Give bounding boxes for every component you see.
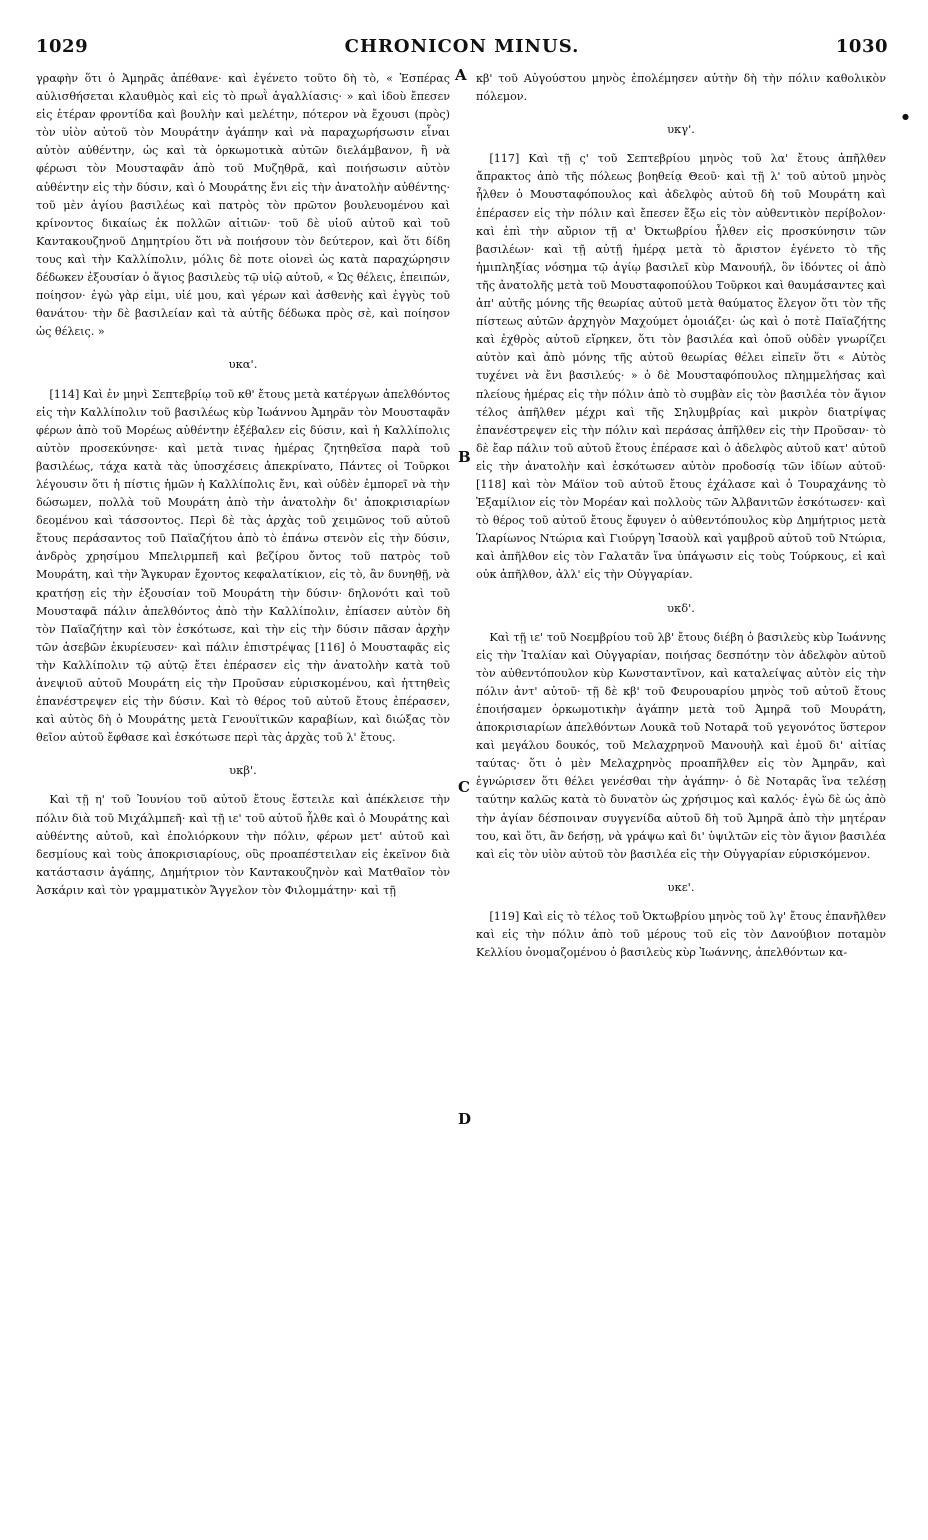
margin-letter-c: C (458, 778, 470, 796)
margin-letter-d: D (458, 1110, 472, 1128)
paragraph: [117] Καὶ τῇ ς' τοῦ Σεπτεβρίου μηνὸς τοῦ λα' ἔτους ἀπῆλθεν ἄπρακτος ἀπὸ τῆς πόλεως βοηθείᾳ Θεοῦ· καὶ τῇ λ' τοῦ αὐτοῦ μηνὸς ἦλθεν ὁ Μουσταφόπουλος καὶ ἀδελφὸς αὐτοῦ δὴ τοῦ Μουράτη καὶ ἐπέρασεν εἰς τὴν πόλιν καὶ ἔπεσεν ἔξω εἰς τὸν αὐθεντικὸν περίβολον· καὶ ἐπὶ τὴν αὔριον τῇ α' Ὀκτωβρίου ἦλθεν εἰς προσκύνησιν τῶν βασιλέων· καὶ τῇ αὐτῇ ἡμέρᾳ μετὰ τὸ ἄριστον ἐγένετο τὸ τῆς ἡμιπληξίας νόσημα τῷ ἁγίῳ βασιλεῖ κὺρ Μανουήλ, ὃν ἰδόντες οἱ ἀπὸ τῆς ἀνατολῆς μετὰ τοῦ Μουσταφοπούλου Τοῦρκοι καὶ θαυμάσαντες καὶ ἀπ' αὐτῆς μόνης τῆς θεωρίας αὐτοῦ μετὰ θαύματος ἔλεγον ὅτι τὸν τῆς πίστεως αὐτῶν ἀρχηγὸν Μαχούμετ ὁμοιάζει· ὡς καὶ ὁ ποτὲ Παϊαζήτης καὶ ἐχθρὸς αὐτοῦ εἴρηκεν, ὅτι τὸν βασιλέα καὶ ὁποῦ οὐδὲν γνωρίζει αὐτὸν καὶ ἀπὸ μόνης τῆς αὐτοῦ θεωρίας θέλει εἰπεῖν ὅτι « Αὐτὸς τυχένει νὰ ἔνι βασιλεύς· » ὁ δὲ Μουσταφόπουλος πλημμελήσας καὶ πλείους ἡμέρας εἰς τὴν πόλιν ἀπὸ τὸ συμβὰν εἰς τὸν βασιλέα τὸν ἅγιον τέλος ἀπῆλθεν μέχρι καὶ τῆς Σηλυμβρίας καὶ μικρὸν διατρίψας ἐπανέστρεψεν εἰς τὴν πόλιν καὶ περάσας ἀπῆλθεν εἰς τὴν Προῦσαν· τὸ δὲ ἔαρ πάλιν τοῦ αὐτοῦ ἔτους ἐπέρασε καὶ ὁ ἀδελφὸς αὐτοῦ κατ' αὐτοῦ εἰς τὴν ἀνατολὴν καὶ ἐσκότωσεν αὐτὸν προδοσίᾳ τῶν ἰδίων αὐτοῦ· [118] καὶ τὸν Μάϊον τοῦ αὐτοῦ ἔτους ἐχάλασε καὶ ὁ Τουραχάνης τὸ Ἑξαμίλιον εἰς τὸν Μορέαν καὶ πολλοὺς τῶν Ἀλβανιτῶν ἐσκότωσεν· καὶ τὸ θέρος τοῦ αὐτοῦ ἔτους ἔφυγεν ὁ αὐθεντόπουλος κὺρ Δημήτριος μετὰ Ἱλαρίωνος Ντώρια καὶ Γιούργη Ἰσαοὺλ καὶ γαμβροῦ αὐτοῦ τοῦ Ντώρια, καὶ ἀπῆλθον εἰς τὸν Γαλατᾶν ἵνα ὑπάγωσιν εἰς τοὺς Τούρκους, εἰ καὶ οὐκ ἀπῆλθον, ἀλλ' εἰς τὴν Οὐγγαρίαν. (476, 152, 886, 582)
section-number: υκγ'. (667, 122, 695, 137)
paragraph: γραφὴν ὅτι ὁ Ἀμηρᾶς ἀπέθανε· καὶ ἐγένετο τοῦτο δὴ τὸ, « Ἑσπέρας αὐλισθήσεται κλαυθμὸς καὶ εἰς τὸ πρωῒ ἀγαλλίασις· » καὶ ἰδοὺ ἔπεσεν εἰς ἑτέραν φροντίδα καὶ βουλὴν καὶ μελέτην, πότερον νὰ ἔχουσι (πρὸς) τὸν υἱὸν αὐτοῦ τὸν Μουράτην ἀγάπην καὶ νὰ παραχωρήσωσιν εἶναι αὐτὸν αὐθέντην, ὡς καὶ τὰ ὁρκωμοτικὰ αὐτῶν διελάμβανον, ἢ νὰ φέρωσι τὸν Μουσταφᾶν ἀπὸ τοῦ Μυζηθρᾶ, καὶ ποιήσωσιν αὐτὸν αὐθέντην εἰς τὴν δύσιν, καὶ ὁ Μουράτης ἔνι εἰς τὴν ἀνατολὴν αὐθέντης· τοῦ μὲν ἁγίου βασιλέως καὶ πατρὸς τὸν πρῶτον βουλευομένου καὶ κρίνοντος δικαίως ἐκ πολλῶν αἰτιῶν· τοῦ δὲ υἱοῦ αὐτοῦ καὶ τοῦ Κανтακουζηνοῦ Δημητρίου ὅτι νὰ ποιήσουν τὸν δεύτερον, καὶ ὅτι δίδη τους καὶ τὴν Καλλίπολιν, μόλις δὲ ποτε οἱονεὶ ὡς κατὰ παραχώρησιν δέδωκεν ἐξουσίαν ὁ ἅγιος βασιλεὺς τῷ υἱῷ αὐτοῦ, « Ὡς θέλεις, ἐπειπών, ποίησον· ἐγὼ γὰρ εἰμι, υἱέ μου, καὶ γέρων καὶ ἀσθενὴς καὶ ἐγγὺς τοῦ θανάτου· τὴν δὲ βασιλείαν καὶ τὰ αὐτῆς δέδωκα πρὸς σὲ, καὶ ποίησον ὡς θέλεις. » (36, 72, 450, 339)
paragraph: κβ' τοῦ Αὐγούστου μηνὸς ἐπολέμησεν αὐτὴν δὴ τὴν πόλιν καθολικὸν πόλεμον. (476, 72, 886, 104)
section-number: υκα'. (228, 357, 258, 372)
left-column (36, 70, 450, 900)
section-number: υκβ'. (229, 763, 257, 778)
right-column (476, 70, 886, 962)
section-number: υκε'. (667, 879, 695, 894)
paragraph: Καὶ τῇ ιε' τοῦ Νοεμβρίου τοῦ λβ' ἔτους διέβη ὁ βασιλεὺς κὺρ Ἰωάννης εἰς τὴν Ἰταλίαν καὶ Οὐγγαρίαν, ποιήσας δεσπότην τὸν ἀδελφὸν αὐτοῦ τὸν αὐθεντόπουλον κὺρ Κωνσταντῖνον, καὶ καταλείψας αὐτὸν εἰς τὴν πόλιν ἀντ' αὐτοῦ· τῇ δὲ κβ' τοῦ Φευρουαρίου μηνὸς τοῦ αὐτοῦ ἔτους ἐποιήσαμεν ὁρκωμοτικὴν ἀγάπην μετὰ τοῦ Ἀμηρᾶ τοῦ Μουράτη, ἀποκρισιαρίων ἀπελθόντων Λουκᾶ τοῦ Νοταρᾶ τοῦ γεγονότος ὕστερον καὶ μεγάλου δουκός, τοῦ Μελαχρηνοῦ Μανουὴλ καὶ ἐμοῦ δι' αἰτίας ταύτας· ὅτι ὁ μὲν Μελαχρηνὸς προαπῆλθεν εἰς τὸν Ἀμηρᾶν, καὶ ἐγνώρισεν ὅτι θέλει γενέσθαι τὴν ἀγάπην· ὁ δὲ Νοταρᾶς ἵνα τελέσῃ ταύτην καλῶς κατὰ τὸ δυνατὸν ὡς χρήσιμος καὶ καλός· ἐγὼ δὲ ὡς ἀπὸ τὴν ἁγίαν δέσποιναν συγγενίδα αὐτοῦ δὴ τοῦ Ἀμηρᾶ ἀπὸ τὴν μητέραν του, καὶ ὅτι, ἂν δεήσῃ, νὰ γράψω καὶ δι' ὑψιλτῶν εἰς τὸν ἅγιον βασιλέα καὶ εἰς τὸν υἱὸν αὐτοῦ τὸν βασιλέα εἰς τὴν Οὐγγαρίαν εὑρισκόμενον. (476, 630, 886, 861)
paragraph: Καὶ τῇ η' τοῦ Ἰουνίου τοῦ αὐτοῦ ἔτους ἔστειλε καὶ ἀπέκλεισε τὴν πόλιν διὰ τοῦ Μιχάλμπεῆ· καὶ τῇ ιε' τοῦ αὐτοῦ ἦλθε καὶ ὁ Μουράτης καὶ αὐθέντης αὐτοῦ, καὶ ἐπολιόρκουν τὴν πόλιν, φέρων μετ' αὐτοῦ καὶ δεσμίους καὶ τοὺς ἀποκρισιαρίους, οὓς προαπέστειλαν εἰς ἐκεῖνον διὰ κατάστασιν ἀγάπης, Δημήτριον τὸν Κανтακουζηνὸν καὶ Ματθαῖον τὸν Ἀσκάριν καὶ τὸν γραμματικὸν Ἄγγελον τὸν Φιλομμάτην· καὶ τῇ (36, 793, 450, 897)
margin-dot-icon: ● (902, 112, 909, 121)
running-title: CHRONICON MINUS. (344, 36, 580, 57)
paragraph: [119] Καὶ εἰς τὸ τέλος τοῦ Ὀκτωβρίου μηνὸς τοῦ λγ' ἔτους ἐπανῆλθεν καὶ εἰς τὴν πόλιν ἀπὸ τοῦ μέρους τοῦ εἰς τὸν Δανούβιον ποταμὸν Κελλίου ὀνομαζομένου ὁ βασιλεὺς κὺρ Ἰωάννης, ἀπελθόντων κα- (476, 909, 886, 960)
page-header (36, 36, 888, 66)
paragraph: [114] Καὶ ἐν μηνὶ Σεπτεβρίῳ τοῦ κθ' ἔτους μετὰ κατέργων ἀπελθόντος εἰς τὴν Καλλίπολιν τοῦ βασιλέως κὺρ Ἰωάννου Ἀμηρᾶν τὸν Μουσταφᾶν φέρων ἀπὸ τοῦ Μορέως αὐθέντην ἐξέβαλεν εἰς δύσιν, καὶ ἡ Καλλίπολις αὐτὸν προσεκύνησε· καὶ μετὰ τινας ἡμέρας ζητηθεῖσα παρὰ τοῦ βασιλέως, τάχα κατὰ τὰς ὑποσχέσεις ἀπεκρίνατο, Πάντες οἱ Τοῦρκοι λέγουσιν ὅτι ἡ πίστις ἡμῶν ἡ Καλλίπολις ἔνι, καὶ οὐδὲν ἐμπορεῖ νὰ τὴν δώσωμεν, πολλὰ τοῦ Μουράτη ἀπὸ τὴν ἀνατολὴν δι' ἀποκρισιαρίων δεομένου καὶ τάσσοντος. Περὶ δὲ τὰς ἀρχὰς τοῦ χειμῶνος τοῦ αὐτοῦ ἔτους περάσαντος τοῦ Παϊαζήτου ἀπὸ τὸ ἐπάνω στενὸν εἰς τὴν δύσιν, ἀνδρὸς χρησίμου Μπελιρμπεῆ καὶ βεζίρου ὄντος τοῦ πατρὸς τοῦ Μουράτη, καὶ τὴν Ἄγκυραν ἔχοντος κεφαλατίκιον, εἰς τὸ, ἂν δυνηθῇ, νὰ κρατήσῃ εἰς τὴν ἐξουσίαν τοῦ Μουράτη τὴν δύσιν· δηλονότι καὶ τοῦ Μουσταφᾶ πάλιν ἀπελθόντος ἀπὸ τὴν Καλλίπολιν, ἐπίασεν αὐτὸν δὴ τὸν Παϊαζήτην καὶ τὸν ἐσκότωσε, καὶ τὴν εἰς τὴν δύσιν πᾶσαν ἀρχὴν τῶν ἀσεβῶν ἐκυρίευσεν· καὶ πάλιν ἐπιστρέψας [116] ὁ Μουσταφᾶς εἰς τὴν Καλλίπολιν τῷ αὐτῷ ἔτει ἐπέρασεν εἰς τὴν ἀνατολὴν κατὰ τοῦ ἀνεψιοῦ αὐτοῦ Μουράτη εἰς τὴν Προῦσαν εὑρισκομένου, καὶ ἡττηθεὶς ἐπανέστρεψεν εἰς τὴν δύσιν. Καὶ τὸ θέρος τοῦ αὐτοῦ ἔτους ἐπέρασεν, καὶ αὐτὸς δὴ ὁ Μουράτης μετὰ Γενουϊτικῶν καραβίων, καὶ διώξας τὸν θεῖον αὐτοῦ ἔφθασε καὶ ἐσκότωσε περὶ τὰς ἀρχὰς τοῦ λ' ἔτους. (36, 387, 450, 745)
margin-letter-b: B (458, 448, 471, 466)
section-number: υκδ'. (667, 600, 695, 615)
right-page-number: 1030 (835, 36, 888, 57)
left-page-number: 1029 (36, 36, 89, 57)
margin-letter-a: A (455, 66, 467, 84)
